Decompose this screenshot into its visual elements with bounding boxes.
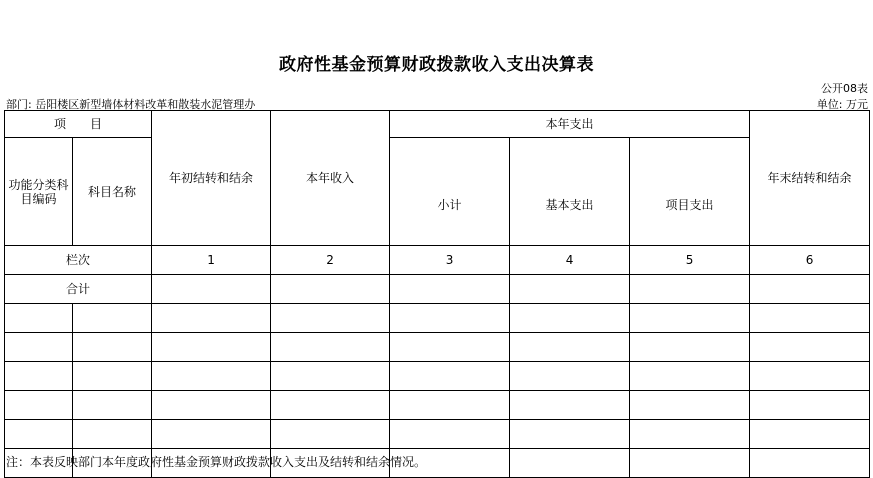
table-cell	[73, 420, 152, 449]
table-cell	[510, 391, 630, 420]
table-row	[5, 391, 870, 420]
header-current-income: 本年收入	[271, 111, 390, 246]
report-table	[4, 110, 870, 478]
total-label: 合计	[5, 275, 152, 304]
table-cell	[152, 304, 271, 333]
table-cell	[750, 275, 870, 304]
table-row	[5, 304, 870, 333]
row-numbers	[5, 246, 870, 275]
column-number: 2	[271, 246, 390, 275]
table-cell	[630, 304, 750, 333]
table-cell	[73, 362, 152, 391]
column-number: 1	[152, 246, 271, 275]
table-cell	[5, 420, 73, 449]
table-cell	[390, 391, 510, 420]
table-cell	[750, 304, 870, 333]
table-cell	[5, 333, 73, 362]
table-cell	[271, 362, 390, 391]
table-cell	[630, 362, 750, 391]
table-cell	[152, 333, 271, 362]
table-cell	[152, 275, 271, 304]
column-number: 4	[510, 246, 630, 275]
table-row	[5, 420, 870, 449]
table-cell	[630, 391, 750, 420]
header-subject-name: 科目名称	[73, 138, 152, 246]
table-cell	[390, 362, 510, 391]
column-number: 6	[750, 246, 870, 275]
column-number: 3	[390, 246, 510, 275]
department-label: 部门: 岳阳楼区新型墙体材料改革和散装水泥管理办	[6, 98, 256, 111]
table-cell	[510, 420, 630, 449]
table-cell	[750, 333, 870, 362]
table-cell	[510, 449, 630, 478]
table-cell	[5, 391, 73, 420]
table-cell	[271, 391, 390, 420]
table-cell	[390, 333, 510, 362]
table-cell	[271, 275, 390, 304]
table-cell	[390, 304, 510, 333]
table-cell	[152, 391, 271, 420]
table-cell	[390, 420, 510, 449]
table-cell	[630, 449, 750, 478]
footnote: 注：本表反映部门本年度政府性基金预算财政拨款收入支出及结转和结余情况。	[6, 455, 427, 469]
total-row	[5, 275, 870, 304]
row-number-label: 栏次	[5, 246, 152, 275]
table-cell	[152, 362, 271, 391]
table-cell	[73, 391, 152, 420]
table-cell	[152, 420, 271, 449]
column-number: 5	[630, 246, 750, 275]
table-row	[5, 333, 870, 362]
header-begin-balance: 年初结转和结余	[152, 111, 271, 246]
form-number: 公开08表	[821, 82, 868, 95]
table-cell	[750, 391, 870, 420]
header-end-balance: 年末结转和结余	[750, 111, 870, 246]
header-basic-expense: 基本支出	[510, 138, 630, 246]
report-title: 政府性基金预算财政拨款收入支出决算表	[279, 55, 594, 75]
table-row	[5, 362, 870, 391]
table-cell	[73, 304, 152, 333]
table-cell	[5, 362, 73, 391]
header-subtotal: 小计	[390, 138, 510, 246]
table-cell	[630, 275, 750, 304]
header-func-code: 功能分类科目编码	[5, 138, 73, 246]
table-cell	[510, 333, 630, 362]
header-current-expense: 本年支出	[390, 111, 750, 138]
table-cell	[630, 333, 750, 362]
table-cell	[5, 304, 73, 333]
table-cell	[390, 275, 510, 304]
header-item: 项 目	[5, 111, 152, 138]
table-cell	[271, 304, 390, 333]
table-cell	[750, 420, 870, 449]
table-cell	[510, 304, 630, 333]
table-cell	[750, 449, 870, 478]
table-cell	[73, 333, 152, 362]
table-cell	[630, 420, 750, 449]
table-cell	[750, 362, 870, 391]
table-cell	[271, 333, 390, 362]
header-project-expense: 项目支出	[630, 138, 750, 246]
unit-label: 单位: 万元	[816, 98, 868, 111]
table-cell	[510, 275, 630, 304]
table-cell	[271, 420, 390, 449]
table-cell	[510, 362, 630, 391]
